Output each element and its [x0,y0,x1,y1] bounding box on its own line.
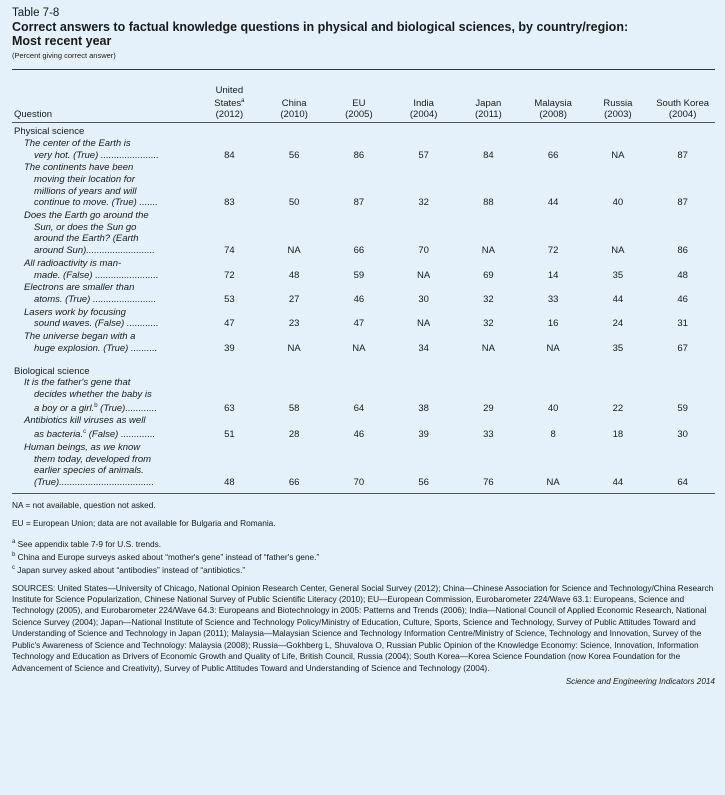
value-cell: 70 [418,245,429,257]
question-line: The continents have been [24,162,134,174]
section-heading-biological: Biological science [14,365,90,377]
table-row [12,331,715,355]
value-cell: 47 [353,318,365,330]
value-cell: 40 [612,197,624,209]
table-subtitle: (Percent giving correct answer) [12,51,116,60]
value-cell: 39 [224,342,235,354]
section-heading-physical: Physical science [14,126,85,138]
value-cell: 8 [550,429,556,441]
question-line: around the Earth? (Earth [34,233,139,245]
sources-note: SOURCES: United States—University of Chicago, National Opinion Research Center, General Social Survey (2012); China—Chinese Association for Science and Technology/China Research Institute for Science Popularization, Chinese National Survey of Public Scientific Literacy (2010); EU—European Commission, Eurobarometer 224/Wave 63.1: Europeans, Science and Technology (2005), and Eurobarometer 224/Wave 64.3: Europeans and Biotechnology in 2005: Patterns and Trends (2006); India—National Council of Applied Economic Research, National Science Survey (2004); Japan—National Institute of Science and Technology Policy/Ministry of Education, Culture, Sports, Science and Technology, Survey of Public Attitudes Toward and Understanding of Science and Technology in Japan (2011); Malaysia—Malaysian Science and Technology Information Centre/Ministry of Science, Technology and Innovation, Survey of the Public's Awareness of Science and Technology: Malaysia (2008); Russia—Gokhberg L, Shuvalova O, Russian Public Opinion of the Knowledge Economy: Science, Innovation, Information Technology and Education as Drivers of Economic Growth and Quality of Life, British Council, Russia (2004); South Korea—Korea Science Foundation (now Korea Foundation for the Advancement of Science and Creativity), Survey of Public Attitudes Toward and Understanding of Science and Technology (2004). [12,582,714,673]
value-cell: 51 [224,429,235,441]
value-cell: 87 [353,197,365,209]
value-cell: NA [417,318,431,330]
publication-footer: Science and Engineering Indicators 2014 [565,676,715,686]
value-cell: 44 [612,477,624,489]
title-line-2: Most recent year [12,34,112,48]
question-line: very hot. (True) ...................... [34,149,159,161]
table-label: Table 7-8 [12,7,60,19]
value-cell: 35 [612,342,624,354]
table-row [12,415,715,442]
question-cell [12,307,197,331]
value-cell: 22 [612,402,624,414]
question-line: huge explosion. (True) .......... [34,342,158,354]
table-row [12,282,715,306]
question-line [24,427,197,441]
value-cell: NA [546,477,560,489]
question-line: (True).................................... [34,477,155,489]
table-row [12,442,715,493]
russia-line-1: Russia [603,98,633,110]
question-line: It is the father's gene that [24,377,131,389]
value-cell: 83 [224,197,235,209]
value-cell: 74 [224,245,235,257]
table-row [12,162,715,210]
column-header-south-korea [650,70,715,123]
question-line: The universe began with a [24,331,136,343]
value-cell: 48 [224,477,235,489]
question-text: a boy or a girl. [34,402,95,414]
question-line: made. (False) ........................ [34,269,159,281]
value-cell: 66 [288,477,300,489]
us-line-2: States [214,98,242,110]
question-line: The center of the Earth is [24,137,131,149]
value-cell: 46 [677,294,688,305]
footnote-c [12,563,715,576]
value-cell: 33 [483,429,494,441]
value-cell: 72 [224,269,235,281]
section-row-biological [12,366,715,378]
value-cell: 40 [547,402,559,414]
question-line: Lasers work by focusing [24,306,126,318]
value-cell: NA [417,269,431,281]
question-text: (True)............ [97,402,158,414]
value-cell: 66 [353,245,365,257]
footnote-mark: b [12,552,16,559]
value-cell: NA [352,342,366,354]
value-cell: 88 [483,197,494,209]
table-row [12,307,715,331]
footnote-text: See appendix table 7-9 for U.S. trends. [15,538,162,549]
question-line: millions of years and will [34,185,137,197]
data-table [12,69,715,494]
malaysia-line-1: Malaysia [534,98,572,110]
table-notes [12,500,715,577]
value-cell: NA [546,342,560,354]
value-cell: 48 [677,269,688,281]
value-cell: 27 [288,294,300,305]
value-cell: 59 [677,402,688,414]
value-cell: 56 [418,477,429,489]
value-cell: 87 [677,197,688,209]
footnote-a [12,537,715,550]
value-cell: 14 [547,269,559,281]
question-cell [12,210,197,258]
table-row [12,377,715,415]
value-cell: 34 [418,342,429,354]
value-cell: 46 [353,429,365,441]
value-cell: 76 [483,477,494,489]
column-header-us [197,70,262,123]
korea-line-1: South Korea [656,98,710,110]
value-cell: 30 [418,294,429,305]
value-cell: 47 [224,318,235,330]
value-cell: 30 [677,429,688,441]
column-header-question: Question [14,109,53,121]
value-cell: 46 [353,294,365,305]
value-cell: 53 [224,294,235,305]
footnote-text: China and Europe surveys asked about “mother's gene” instead of “father's gene.” [15,551,320,562]
india-year: (2004) [409,109,438,121]
note-na: NA = not available, question not asked. [12,499,156,510]
table-row [12,138,715,162]
value-cell: 86 [677,245,688,257]
value-cell: 58 [288,402,300,414]
value-cell: 66 [547,149,559,161]
value-cell: 31 [677,318,688,330]
us-footnote-mark: a [241,98,245,104]
value-cell: NA [287,245,301,257]
question-line: Human beings, as we know [24,442,141,454]
question-line: moving their location for [34,173,135,185]
column-header-japan [456,70,521,123]
column-header-china [262,70,327,123]
question-cell [12,162,197,210]
spacer-row [12,356,715,366]
value-cell: NA [287,342,301,354]
column-header-eu [327,70,392,123]
question-cell [12,258,197,282]
japan-year: (2011) [474,109,502,121]
russia-year: (2003) [604,109,632,121]
column-header-malaysia [521,70,586,123]
value-cell: NA [611,245,625,257]
value-cell: 39 [418,429,429,441]
column-header-russia [586,70,651,123]
value-cell: 69 [483,269,494,281]
value-cell: 56 [288,149,300,161]
table-container [12,6,715,686]
header-row [12,70,715,123]
value-cell: 29 [483,402,494,414]
question-line: them today, developed from [34,453,152,465]
value-cell: 28 [288,429,300,441]
eu-year: (2005) [345,109,373,121]
value-cell: 86 [353,149,365,161]
footnote-b [12,550,715,563]
value-cell: 84 [483,149,494,161]
section-row-physical [12,123,715,138]
table-row [12,258,715,282]
value-cell: 16 [547,318,559,330]
value-cell: 50 [288,197,300,209]
value-cell: 18 [612,429,624,441]
us-line-1: United [215,85,244,96]
question-line: around Sun).......................... [34,245,155,257]
table-row [12,210,715,258]
us-year: (2012) [215,109,244,121]
question-line: sound waves. (False) ............ [34,318,159,330]
column-header-india [391,70,456,123]
question-cell [12,415,197,442]
question-line: Does the Earth go around the [24,210,149,222]
value-cell: 67 [677,342,688,354]
value-cell: 72 [547,245,559,257]
value-cell: 38 [418,402,429,414]
question-cell [12,138,197,162]
japan-line-1: Japan [475,98,502,110]
question-line: earlier species of animals. [34,465,144,477]
value-cell: 48 [288,269,300,281]
korea-year: (2004) [668,109,697,121]
footnote-text: Japan survey asked about “antibodies” instead of “antibiotics.” [15,565,246,576]
question-cell [12,442,197,493]
question-line: Antibiotics kill viruses as well [24,415,146,427]
value-cell: 33 [547,294,559,305]
value-cell: 35 [612,269,624,281]
value-cell: 84 [224,149,235,161]
china-line-1: China [281,98,307,110]
question-cell [12,377,197,415]
value-cell: 32 [418,197,429,209]
value-cell: 59 [353,269,365,281]
value-cell: 70 [353,477,365,489]
question-line: atoms. (True) ........................ [34,294,157,305]
india-line-1: India [413,98,434,110]
question-line: continue to move. (True) ....... [34,197,158,209]
question-line: All radioactivity is man- [24,257,122,269]
value-cell: 57 [418,149,429,161]
footnote-mark: a [12,538,16,545]
question-text: (False) ............. [86,429,156,441]
value-cell: 44 [547,197,559,209]
value-cell: 44 [612,294,624,305]
note-eu: EU = European Union; data are not available for Bulgaria and Romania. [12,518,276,529]
value-cell: 63 [224,402,235,414]
footnote-mark: b [94,402,98,409]
value-cell: 32 [483,318,494,330]
value-cell: 23 [288,318,300,330]
china-year: (2010) [280,109,308,121]
value-cell: NA [481,342,495,354]
title-line-1: Correct answers to factual knowledge questions in physical and biological sciences, by country/region: [12,20,629,34]
question-line [24,401,197,415]
value-cell: 24 [612,318,624,330]
question-line: Sun, or does the Sun go [34,221,137,233]
value-cell: 87 [677,149,688,161]
question-line: decides whether the baby is [34,388,152,400]
malaysia-year: (2008) [539,109,567,121]
value-cell: NA [481,245,495,257]
value-cell: 64 [677,477,688,489]
footnote-mark: c [83,429,87,436]
value-cell: 64 [353,402,365,414]
footnote-mark: c [12,565,15,572]
table-title [12,20,715,48]
value-cell: NA [611,149,625,161]
question-text: as bacteria. [34,429,84,441]
value-cell: 32 [483,294,494,305]
question-cell [12,282,197,306]
eu-line-1: EU [352,98,366,110]
question-cell [12,331,197,355]
question-line: Electrons are smaller than [24,282,135,294]
